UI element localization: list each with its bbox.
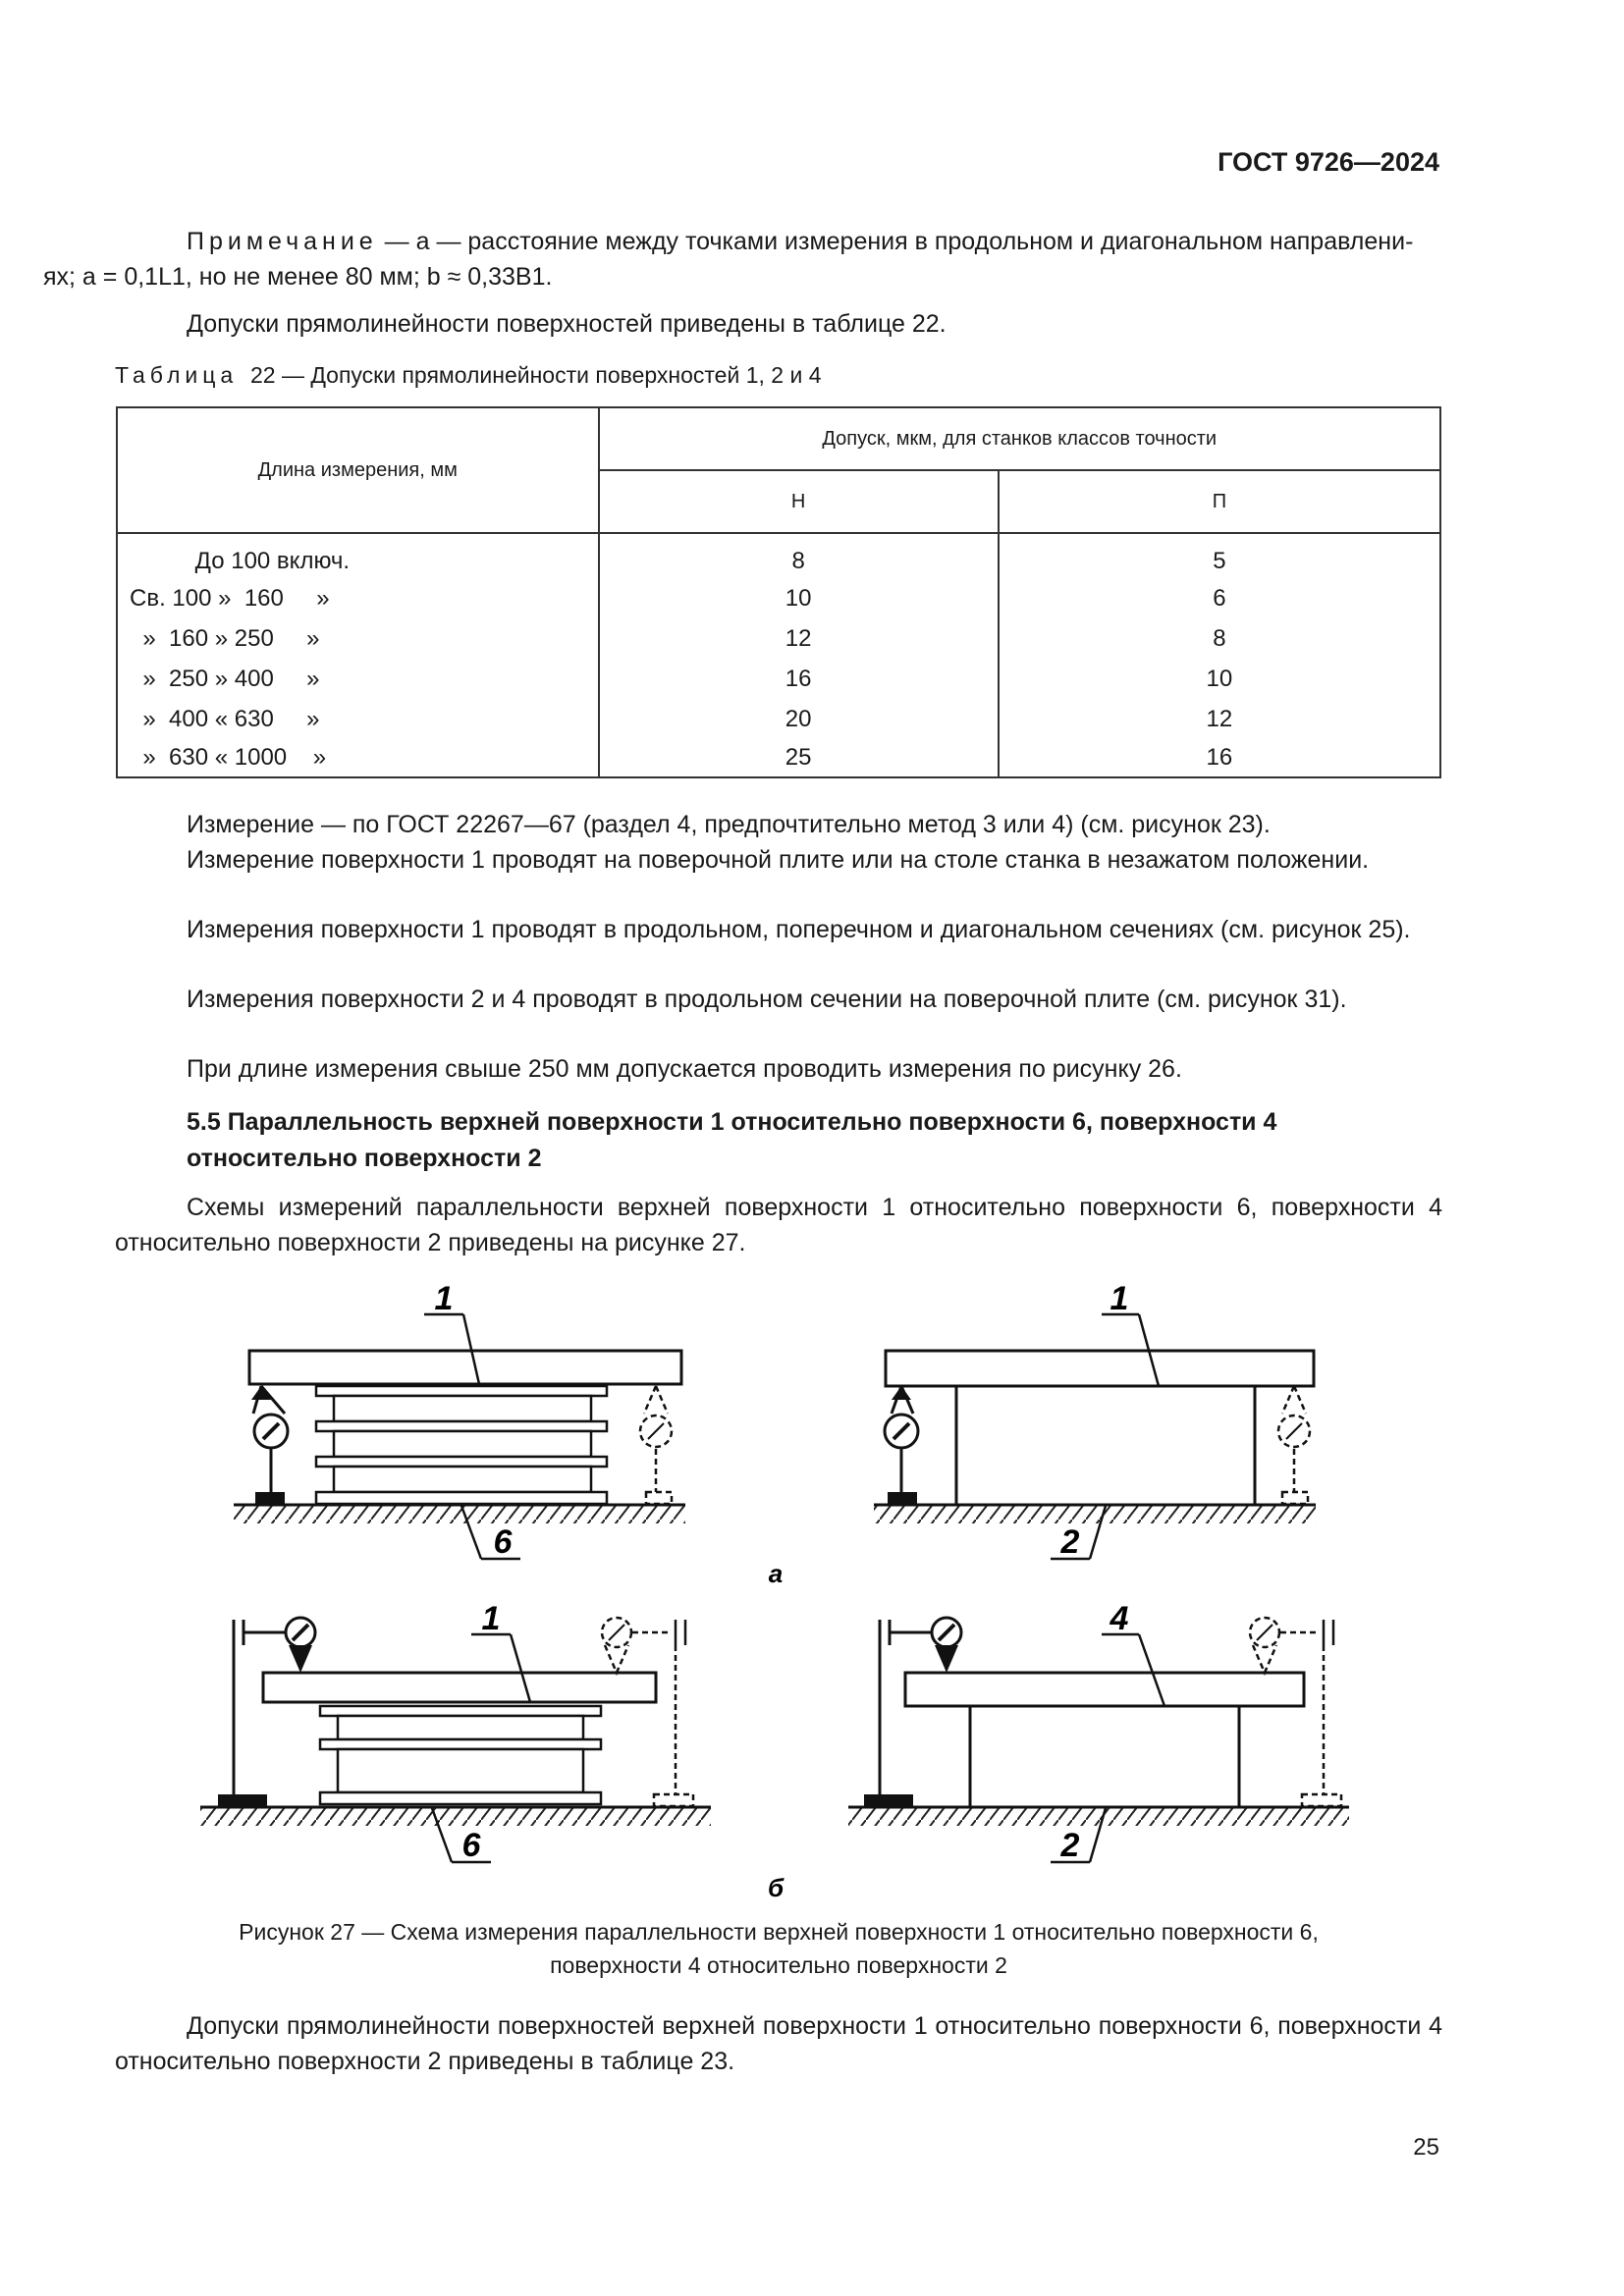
scheme-b-right xyxy=(848,1600,1349,1864)
subfigure-a-label: а xyxy=(768,1559,784,1588)
row-h: 16 xyxy=(599,659,999,699)
dial-indicator-dashed-icon xyxy=(1250,1618,1341,1806)
label-a6: 6 xyxy=(493,1523,513,1561)
tolerance-table xyxy=(116,406,1441,778)
paragraph-5: При длине измерения свыше 250 мм допускается проводить измерения по рисунку 26. xyxy=(187,1055,1182,1083)
row-h: 8 xyxy=(599,538,999,578)
row-h: 10 xyxy=(599,578,999,618)
figure-caption-line2: поверхности 4 относительно поверхности 2 xyxy=(550,1952,1007,1978)
section-text: Схемы измерений параллельности верхней поверхности 1 относительно поверхности 6, поверхности 4 относительно поверхности 2 приведены на рисунке 27. xyxy=(115,1194,1442,1256)
label-d2: 2 xyxy=(1060,1827,1080,1864)
figure-27 xyxy=(0,1276,1624,1904)
table-row xyxy=(117,699,1440,739)
row-p: 5 xyxy=(999,538,1440,578)
row-length: » 160 » 250 » xyxy=(117,618,599,659)
scheme-a-left xyxy=(234,1280,685,1561)
label-c6: 6 xyxy=(461,1827,481,1864)
page-number: 25 xyxy=(1413,2134,1439,2161)
subfigure-b-label: б xyxy=(767,1873,785,1902)
table-row xyxy=(117,618,1440,659)
row-p: 8 xyxy=(999,618,1440,659)
dial-indicator-icon xyxy=(885,1386,918,1504)
paragraph-4: Измерения поверхности 2 и 4 проводят в продольном сечении на поверочной плите (см. рисунок 31). xyxy=(187,986,1347,1013)
note-line1: — a — расстояние между точками измерения в продольном и диагональном направлени- xyxy=(377,228,1414,255)
row-length: Св. 100 » 160 » xyxy=(117,578,599,618)
label-b2: 2 xyxy=(1060,1523,1080,1561)
header-length: Длина измерения, мм xyxy=(117,407,599,533)
row-p: 6 xyxy=(999,578,1440,618)
dial-indicator-dashed-icon xyxy=(602,1618,693,1806)
dial-indicator-dashed-icon xyxy=(1278,1386,1310,1504)
note xyxy=(43,224,1442,294)
row-h: 25 xyxy=(599,739,999,777)
note-label: Примечание xyxy=(187,228,378,255)
scheme-a-right xyxy=(874,1280,1316,1561)
scheme-b-left xyxy=(200,1600,711,1864)
label-d4: 4 xyxy=(1110,1600,1129,1637)
row-length: До 100 включ. xyxy=(117,538,599,578)
document-code: ГОСТ 9726—2024 xyxy=(1218,147,1439,177)
table-row xyxy=(117,538,1440,578)
row-length: » 630 « 1000 » xyxy=(117,739,599,777)
dial-indicator-dashed-icon xyxy=(640,1386,672,1504)
paragraph-1: Измерение — по ГОСТ 22267—67 (раздел 4, предпочтительно метод 3 или 4) (см. рисунок 23). xyxy=(187,811,1271,838)
paragraph-2: Измерение поверхности 1 проводят на поверочной плите или на столе станка в незажатом положении. xyxy=(187,846,1370,874)
figure-caption xyxy=(115,1915,1442,1982)
closing-text: Допуски прямолинейности поверхностей верхней поверхности 1 относительно поверхности 6, поверхности 4 относительно поверхности 2 приведены в таблице 23. xyxy=(115,2012,1442,2075)
table-caption-label: Таблица xyxy=(115,362,239,388)
row-p: 16 xyxy=(999,739,1440,777)
table-row xyxy=(117,659,1440,699)
header-class-p: П xyxy=(999,470,1440,533)
header-tolerance: Допуск, мкм, для станков классов точности xyxy=(599,407,1441,470)
note-line2: ях; a = 0,1L1, но не менее 80 мм; b ≈ 0,33B1. xyxy=(43,263,553,291)
label-b1: 1 xyxy=(1110,1280,1129,1317)
label-a1: 1 xyxy=(434,1280,454,1317)
row-h: 12 xyxy=(599,618,999,659)
paragraph-3: Измерения поверхности 1 проводят в продольном, поперечном и диагональном сечениях (см. рисунок 25). xyxy=(187,916,1411,943)
row-p: 12 xyxy=(999,699,1440,739)
table-row xyxy=(117,578,1440,618)
intro-text: Допуски прямолинейности поверхностей приведены в таблице 22. xyxy=(187,310,947,338)
dial-indicator-icon xyxy=(251,1386,288,1504)
label-c1: 1 xyxy=(481,1600,501,1637)
figure-caption-line1: Рисунок 27 — Схема измерения параллельности верхней поверхности 1 относительно поверхности 6, xyxy=(239,1919,1319,1945)
row-h: 20 xyxy=(599,699,999,739)
row-length: » 250 » 400 » xyxy=(117,659,599,699)
section-title: 5.5 Параллельность верхней поверхности 1 относительно поверхности 6, поверхности 4 относительно поверхности 2 xyxy=(187,1108,1277,1172)
row-p: 10 xyxy=(999,659,1440,699)
table-caption-text: 22 — Допуски прямолинейности поверхностей 1, 2 и 4 xyxy=(249,362,822,388)
row-length: » 400 « 630 » xyxy=(117,699,599,739)
table-caption xyxy=(115,362,821,389)
header-class-h: Н xyxy=(599,470,999,533)
table-row xyxy=(117,739,1440,777)
